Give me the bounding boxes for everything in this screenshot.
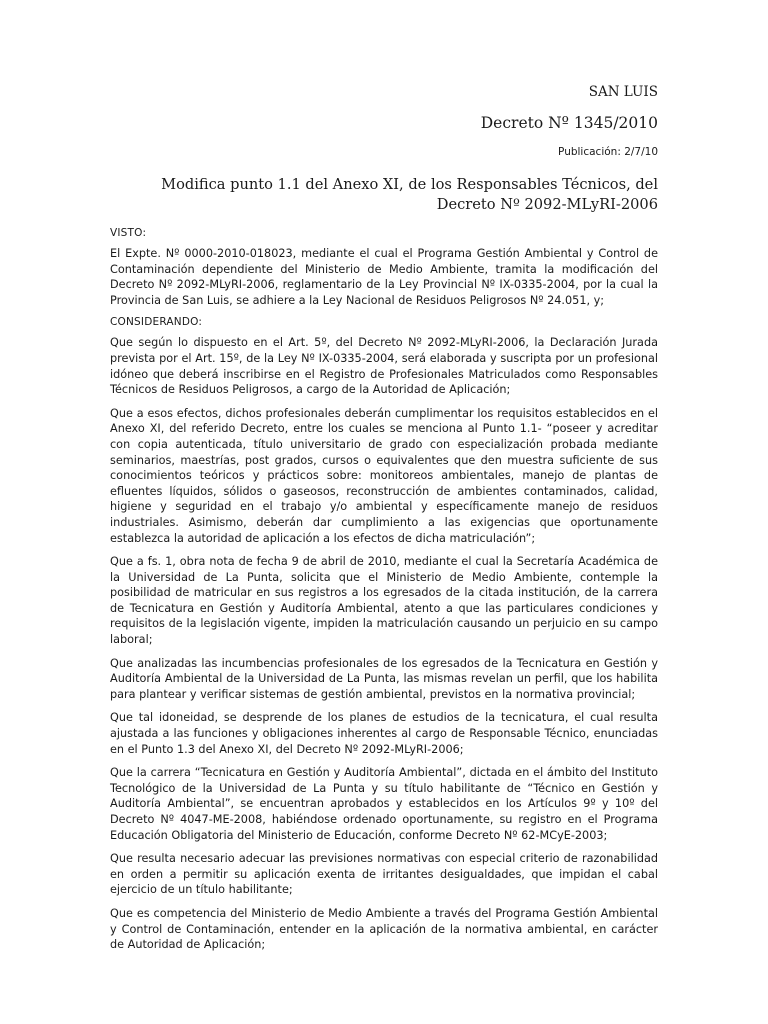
considerando-paragraph: Que a fs. 1, obra nota de fecha 9 de abril de 2010, mediante el cual la Secretaría Académica de la Universidad de La Punta, solicita que el Ministerio de Medio Ambiente, contemple la posibilidad de matricular en sus registros a los egresados de la citada institución, de la carrera de Tecnicatura en Gestión y Auditoría Ambiental, atento a que las particulares condiciones y requisitos de la legislación vigente, impiden la matriculación causando un perjuicio en su campo laboral;: [110, 555, 658, 647]
considerando-paragraph: Que según lo dispuesto en el Art. 5º, del Decreto Nº 2092-MLyRI-2006, la Declaración Jurada prevista por el Art. 15º, de la Ley Nº IX-0335-2004, será elaborada y suscripta por un profesional idóneo que deberá inscribirse en el Registro de Profesionales Matriculados como Responsables Técnicos de Residuos Peligrosos, a cargo de la Autoridad de Aplicación;: [110, 336, 658, 397]
considerando-paragraph: Que la carrera “Tecnicatura en Gestión y Auditoría Ambiental”, dictada en el ámbito del Instituto Tecnológico de la Universidad de La Punta y su título habilitante de “Técnico en Gestión y Auditoría Ambiental”, se encuentran aprobados y establecidos en los Artículos 9º y 10º del Decreto Nº 4047-ME-2008, habiéndose ordenado oportunamente, su registro en el Programa Educación Obligatoria del Ministerio de Educación, conforme Decreto Nº 62-MCyE-2003;: [110, 766, 658, 842]
considerando-paragraph: Que a esos efectos, dichos profesionales deberán cumplimentar los requisitos establecidos en el Anexo XI, del referido Decreto, entre los cuales se menciona al Punto 1.1- “poseer y acreditar con copia autenticada, título universitario de grado con especialización probada mediante seminarios, maestrías, post grados, cursos o equivalentes que den muestra suficiente de sus conocimientos teóricos y prácticos sobre: monitoreos ambientales, manejo de plantas de efluentes líquidos, sólidos o gaseosos, reconstrucción de ambientes contaminados, calidad, higiene y seguridad en el trabajo y/o ambiental y específicamente manejo de residuos industriales. Asimismo, deberán dar cumplimiento a las exigencias que oportunamente establezca la autoridad de aplicación a los efectos de dicha matriculación”;: [110, 406, 658, 545]
decree-subject: Modifica punto 1.1 del Anexo XI, de los Responsables Técnicos, del Decreto Nº 2092-MLyRI-2006: [161, 176, 658, 213]
considerando-paragraph: Que tal idoneidad, se desprende de los planes de estudios de la tecnicatura, el cual resulta ajustada a las funciones y obligaciones inherentes al cargo de Responsable Técnico, enunciadas en el Punto 1.3 del Anexo XI, del Decreto Nº 2092-MLyRI-2006;: [110, 711, 658, 756]
considerando-label: CONSIDERANDO:: [110, 316, 203, 329]
decree-number: Decreto Nº 1345/2010: [480, 114, 658, 132]
visto-paragraph: El Expte. Nº 0000-2010-018023, mediante el cual el Programa Gestión Ambiental y Control de Contaminación dependiente del Ministerio de Medio Ambiente, tramita la modificación del Decreto Nº 2092-MLyRI-2006, reglamentario de la Ley Provincial Nº IX-0335-2004, por la cual la Provincia de San Luis, se adhiere a la Ley Nacional de Residuos Peligrosos Nº 24.051, y;: [110, 247, 658, 307]
considerando-paragraph: Que resulta necesario adecuar las previsiones normativas con especial criterio de razonabilidad en orden a permitir su aplicación exenta de irritantes desigualdades, que impidan el cabal ejercicio de un título habilitante;: [110, 852, 658, 897]
considerando-paragraph: Que analizadas las incumbencias profesionales de los egresados de la Tecnicatura en Gestión y Auditoría Ambiental de la Universidad de La Punta, las mismas revelan un perfil, que los habilita para plantear y verificar sistemas de gestión ambiental, previstos en la normativa provincial;: [110, 656, 658, 701]
province-heading: SAN LUIS: [588, 84, 658, 100]
visto-label: VISTO:: [110, 227, 147, 239]
publication-date: Publicación: 2/7/10: [558, 146, 658, 158]
considerando-paragraph: Que es competencia del Ministerio de Medio Ambiente a través del Programa Gestión Ambiental y Control de Contaminación, entender en la aplicación de la normativa ambiental, en carácter de Autoridad de Aplicación;: [110, 906, 658, 952]
